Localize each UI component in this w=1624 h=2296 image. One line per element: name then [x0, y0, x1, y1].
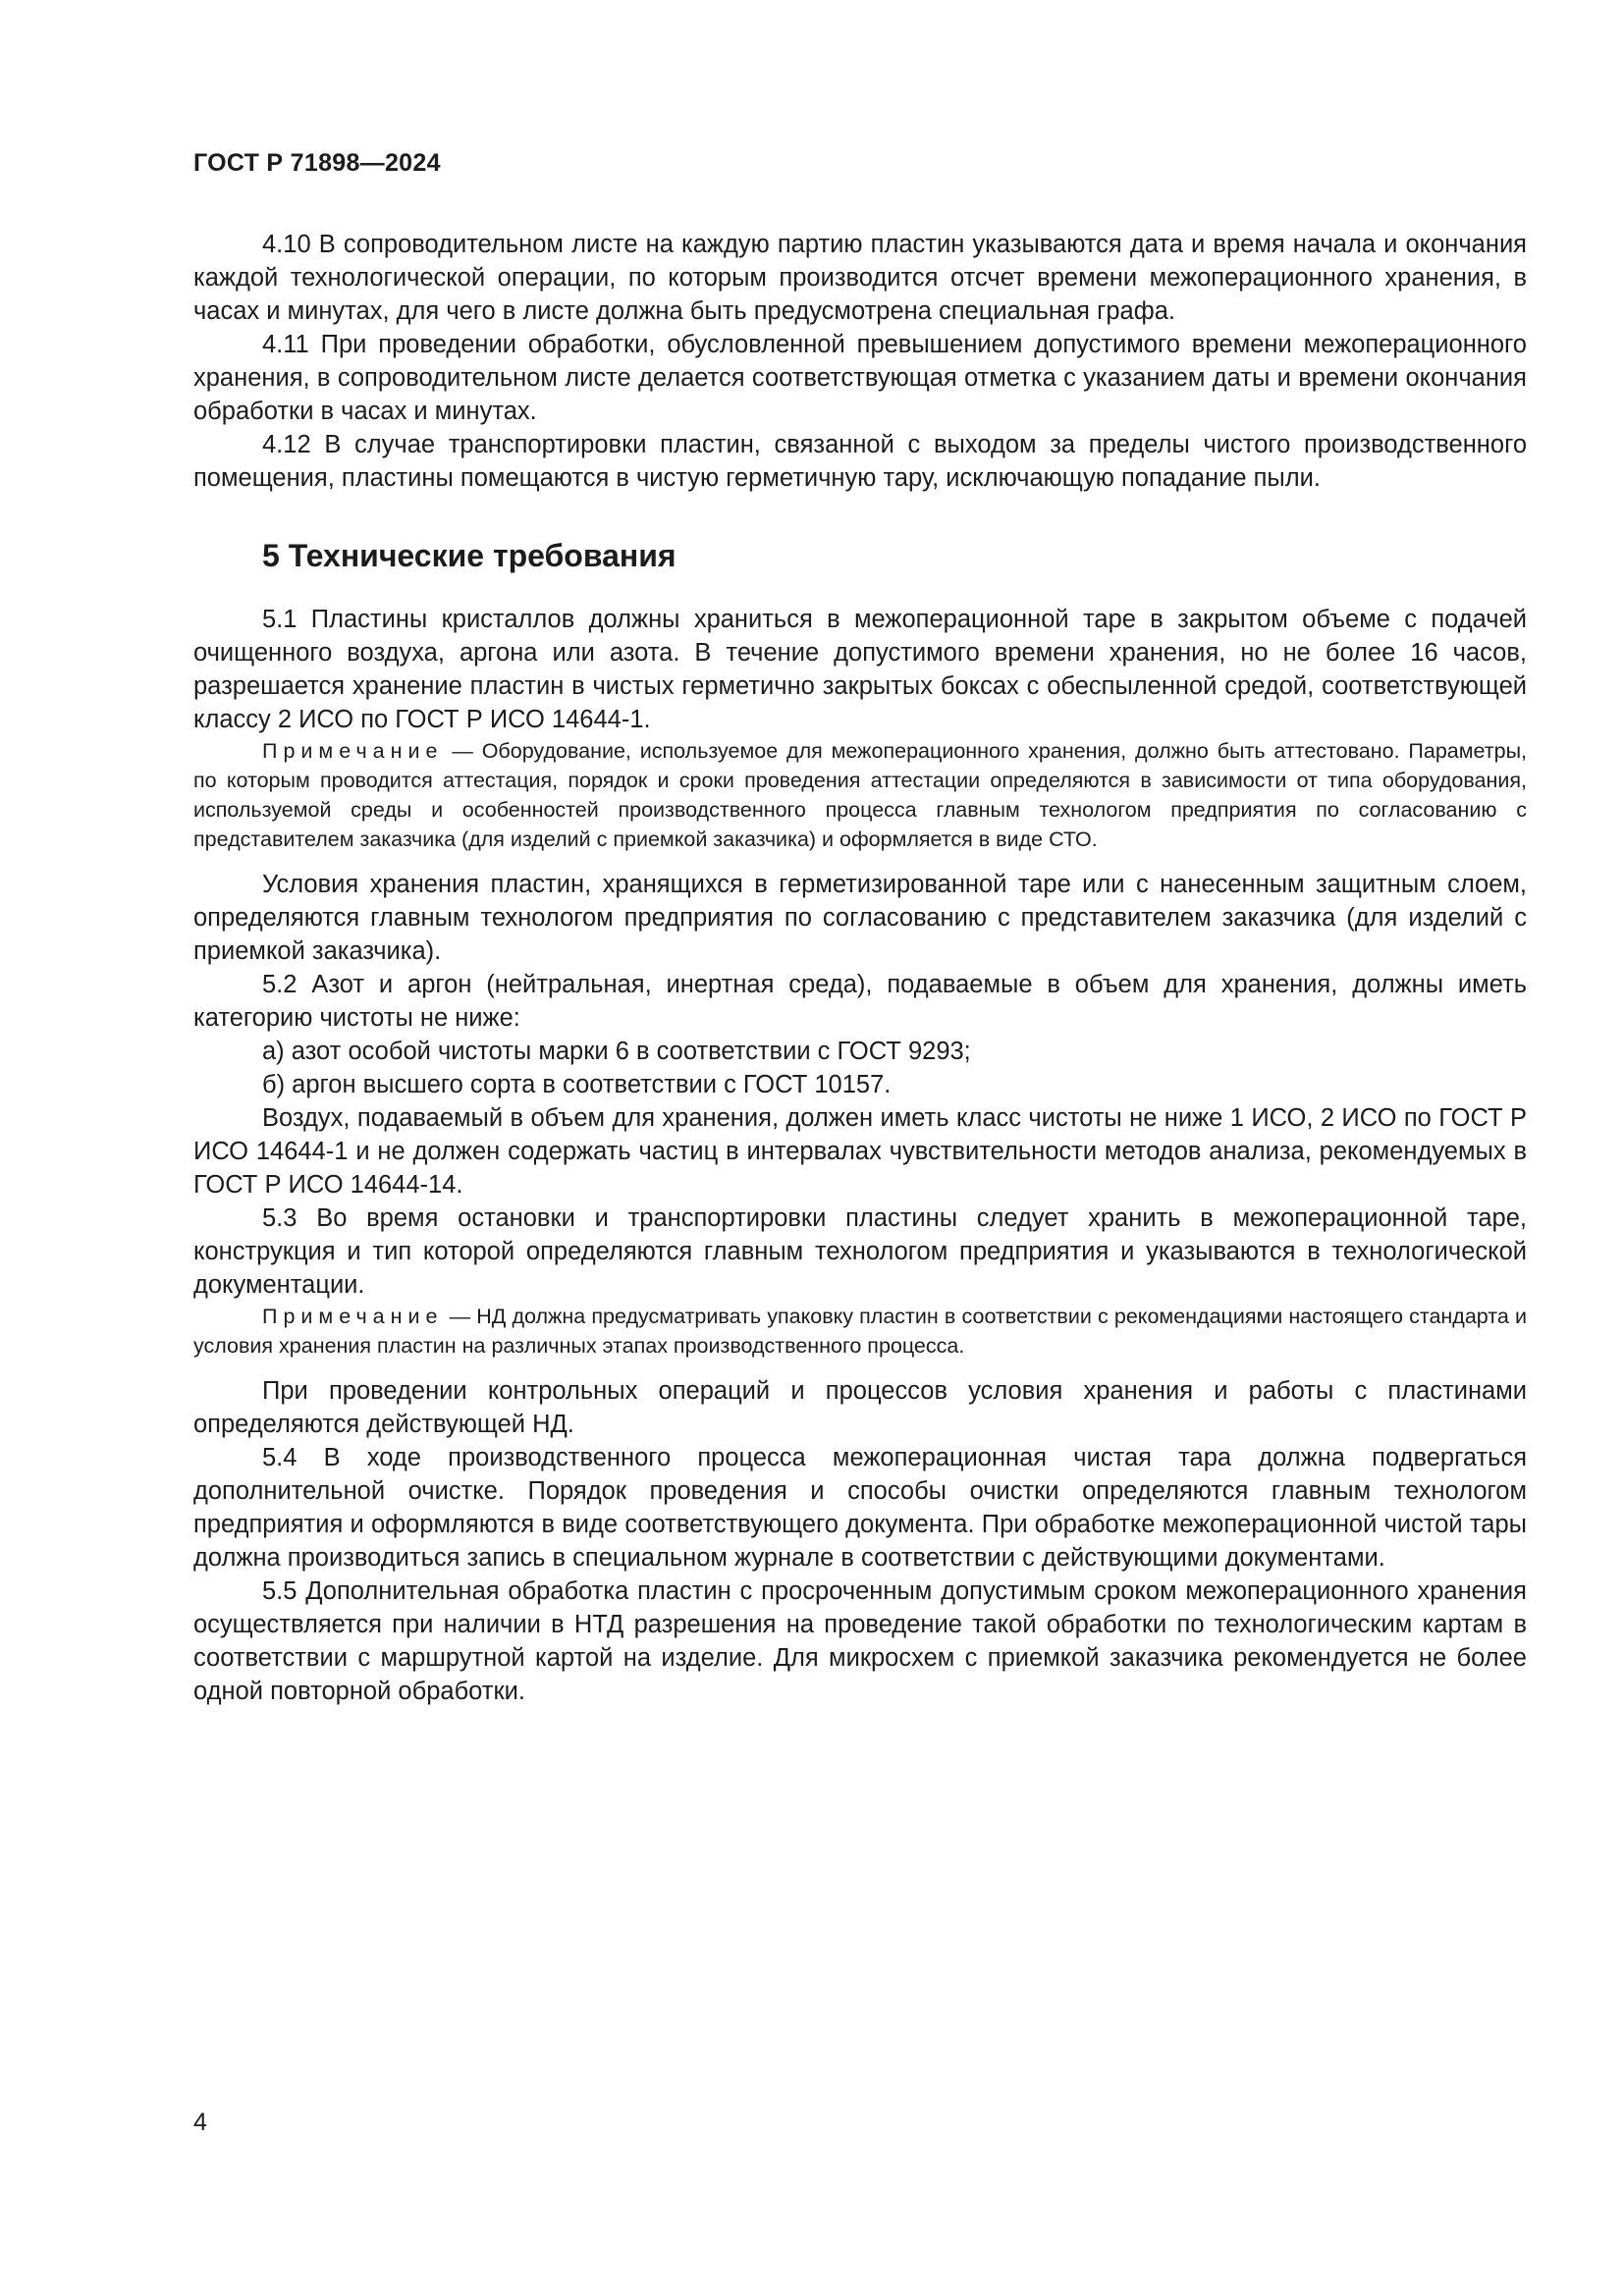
note-1-text: — Оборудование, используемое для межоперационного хранения, должно быть аттестовано. Параметры, по которым проводится аттестация, порядок и сроки проведения аттестации определяются в зависимости от типа оборудования, используемой среды и особенностей производственного процесса главным технологом предприятия по согласованию с представителем заказчика (для изделий с приемкой заказчика) и оформляется в виде СТО. — [193, 739, 1527, 851]
clause-5-1-storage-conditions: Условия хранения пластин, хранящихся в герметизированной таре или с нанесенным защитным слоем, определяются главным технологом предприятия по согласованию с представителем заказчика (для изделий с приемкой заказчика). — [193, 871, 1527, 965]
clause-5-3: 5.3 Во время остановки и транспортировки пластины следует хранить в межоперационной таре, конструкция и тип которой определяются главным технологом предприятия и указываются в технологической документации. — [193, 1204, 1527, 1299]
page-number: 4 — [193, 2109, 207, 2136]
document-body — [193, 228, 1527, 1708]
clause-4-12: 4.12 В случае транспортировки пластин, связанной с выходом за пределы чистого производственного помещения, пластины помещаются в чистую герметичную тару, исключающую попадание пыли. — [193, 431, 1527, 492]
note-2-label: Примечание — [262, 1305, 444, 1328]
note-2-text: — НД должна предусматривать упаковку пластин в соответствии с рекомендациями настоящего стандарта и условия хранения пластин на различных этапах производственного процесса. — [193, 1305, 1527, 1358]
standard-header: ГОСТ Р 71898—2024 — [193, 149, 441, 177]
clause-5-3-control: При проведении контрольных операций и процессов условия хранения и работы с пластинами определяются действующей НД. — [193, 1377, 1527, 1438]
note-1-label: Примечание — [262, 739, 444, 763]
clause-5-2-air: Воздух, подаваемый в объем для хранения, должен иметь класс чистоты не ниже 1 ИСО, 2 ИСО по ГОСТ Р ИСО 14644-1 и не должен содержать частиц в интервалах чувствительности методов анализа, рекомендуемых в ГОСТ Р ИСО 14644-14. — [193, 1104, 1527, 1199]
clause-5-2: 5.2 Азот и аргон (нейтральная, инертная среда), подаваемые в объем для хранения, должны иметь категорию чистоты не ниже: — [193, 971, 1527, 1032]
clause-5-4: 5.4 В ходе производственного процесса межоперационная чистая тара должна подвергаться дополнительной очистке. Порядок проведения и способы очистки определяются главным технологом предприятия и оформляются в виде соответствующего документа. При обработке межоперационной чистой тары должна производиться запись в специальном журнале в соответствии с действующими документами. — [193, 1444, 1527, 1572]
note-2 — [193, 1302, 1527, 1361]
note-1 — [193, 736, 1527, 854]
clause-4-10: 4.10 В сопроводительном листе на каждую партию пластин указываются дата и время начала и окончания каждой технологической операции, по которым производится отсчет времени межоперационного хранения, в часах и минутах, для чего в листе должна быть предусмотрена специальная графа. — [193, 231, 1527, 325]
clause-4-11: 4.11 При проведении обработки, обусловленной превышением допустимого времени межоперационного хранения, в сопроводительном листе делается соответствующая отметка с указанием даты и времени окончания обработки в часах и минутах. — [193, 331, 1527, 425]
section-5-heading: 5 Технические требования — [262, 538, 677, 573]
list-item-a: а) азот особой чистоты марки 6 в соответствии с ГОСТ 9293; — [262, 1038, 971, 1065]
clause-5-1: 5.1 Пластины кристаллов должны храниться в межоперационной таре в закрытом объеме с подачей очищенного воздуха, аргона или азота. В течение допустимого времени хранения, но не более 16 часов, разрешается хранение пластин в чистых герметично закрытых боксах с обеспыленной средой, соответствующей классу 2 ИСО по ГОСТ Р ИСО 14644-1. — [193, 606, 1527, 733]
clause-5-5: 5.5 Дополнительная обработка пластин с просроченным допустимым сроком межоперационного хранения осуществляется при наличии в НТД разрешения на проведение такой обработки по технологическим картам в соответствии с маршрутной картой на изделие. Для микросхем с приемкой заказчика рекомендуется не более одной повторной обработки. — [193, 1577, 1527, 1705]
list-item-b: б) аргон высшего сорта в соответствии с ГОСТ 10157. — [262, 1071, 892, 1098]
